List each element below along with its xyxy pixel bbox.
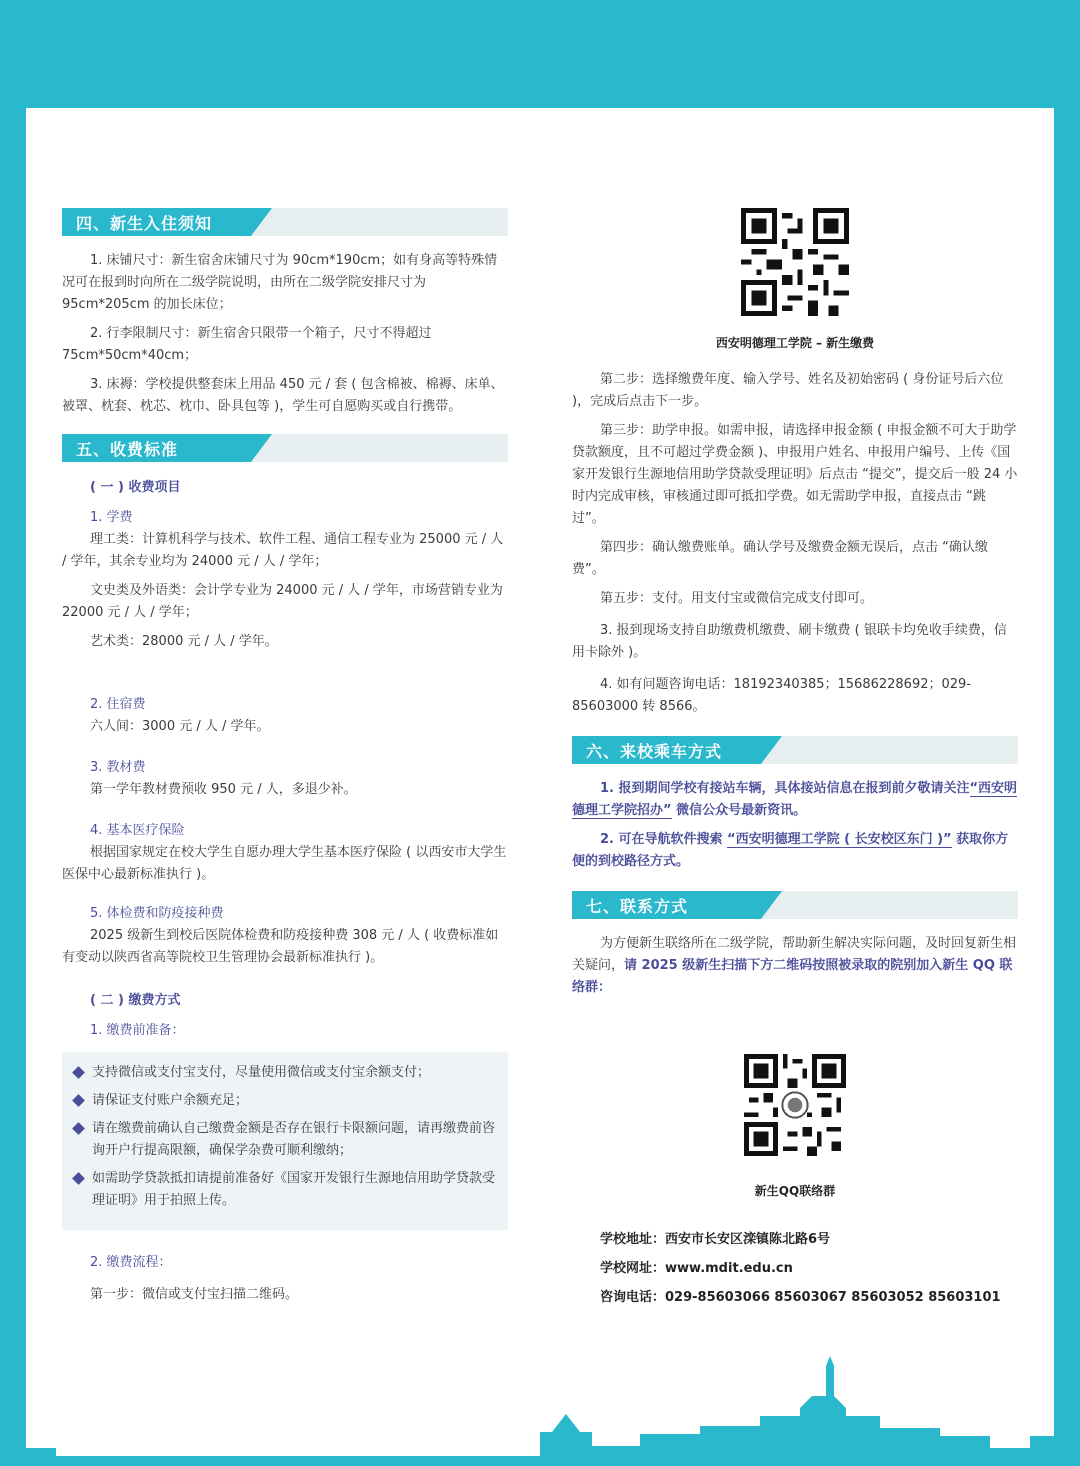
right-column [572, 208, 1018, 1316]
fee-dorm-body: 六人间：3000 元 / 人 / 学年。 [90, 719, 270, 734]
fee-tuition-science: 理工类：计算机科学与技术、软件工程、通信工程专业为 25000 元 / 人 / 学年，其余专业均为 24000 元 / 人 / 学年； [62, 532, 504, 569]
diamond-bullet-icon [72, 1172, 85, 1185]
subheading-fee-items: ( 一 ) 收费项目 [90, 480, 181, 495]
flow-heading: 2. 缴费流程： [90, 1255, 172, 1270]
section-header-6 [572, 736, 1018, 764]
qr-code-icon [741, 208, 849, 316]
subheading-payment-method: ( 二 ) 缴费方式 [90, 993, 181, 1008]
section-title: 六、来校乘车方式 [586, 742, 723, 761]
section-header-7 [572, 891, 1018, 919]
diamond-bullet-icon [72, 1094, 85, 1107]
fee-books-heading: 3. 教材费 [90, 760, 146, 775]
left-column [62, 208, 508, 1313]
hotline-text: 4. 如有问题咨询电话：18192340385；15686228692；029-85603000 转 8566。 [572, 677, 972, 714]
bed-size-text: 1. 床铺尺寸：新生宿舍床铺尺寸为 90cm*190cm；如有身高等特殊情况可在报到时向所在二级学院说明，由所在二级学院安排尺寸为 95cm*205cm 的加长床位； [62, 253, 498, 312]
fee-tuition-art: 艺术类：28000 元 / 人 / 学年。 [90, 634, 278, 649]
luggage-text: 2. 行李限制尺寸：新生宿舍只限带一个箱子，尺寸不得超过 75cm*50cm*40cm； [62, 326, 432, 363]
payment-qr-code[interactable] [741, 208, 849, 316]
school-phone: 咨询电话：029-85603066 85603067 85603052 85603101 [600, 1290, 1001, 1305]
step3-text: 第三步：助学申报。如需申报，请选择申报金额 ( 申报金额不可大于助学贷款额度，且不可超过学费金额 )、申报用户姓名、申报用户编号、上传《国家开发银行生源地信用助学贷款受理证明》后点击 “提交”，提交后一般 24 小时内完成审核，审核通过即可抵扣学费。如无需助学申报，直接点击 “跳过”。 [572, 423, 1018, 526]
contact-intro: 为方便新生联络所在二级学院，帮助新生解决实际问题，及时回复新生相关疑问，请 2025 级新生扫描下方二维码按照被录取的院别加入新生 QQ 联络群： [572, 936, 1017, 995]
wechat-account-link[interactable]: “西安明德理工学院招办” [572, 781, 1018, 818]
step5-text: 第五步：支付。用支付宝或微信完成支付即可。 [600, 591, 874, 606]
fee-tuition-heading: 1. 学费 [90, 510, 133, 525]
fee-insurance-heading: 4. 基本医疗保险 [90, 823, 185, 838]
fee-tuition-arts: 文史类及外语类：会计学专业为 24000 元 / 人 / 学年，市场营销专业为 22000 元 / 人 / 学年； [62, 583, 503, 620]
school-address: 学校地址：西安市长安区滦镇陈北路6号 [600, 1232, 831, 1247]
section-header-5 [62, 434, 508, 462]
step1-text: 第一步：微信或支付宝扫描二维码。 [90, 1287, 299, 1302]
payment-qr-caption: 西安明德理工学院 – 新生缴费 [715, 336, 875, 350]
prep-bullet-list [62, 1052, 508, 1230]
school-website[interactable]: 学校网址：www.mdit.edu.cn [600, 1261, 793, 1276]
step4-text: 第四步：确认缴费账单。确认学号及缴费金额无误后，点击 “确认缴费”。 [572, 540, 988, 577]
onsite-payment-text: 3. 报到现场支持自助缴费机缴费、刷卡缴费 ( 银联卡均免收手续费，信用卡除外 )。 [572, 623, 1007, 660]
list-item: 请在缴费前确认自己缴费金额是否存在银行卡限额问题，请再缴费前咨询开户行提高限额，确保学杂费可顺利缴纳； [72, 1118, 496, 1162]
prep-heading: 1. 缴费前准备： [90, 1023, 185, 1038]
navigation-search-link[interactable]: “西安明德理工学院 ( 长安校区东门 )” [727, 832, 952, 847]
diamond-bullet-icon [72, 1122, 85, 1135]
contact-info [572, 1229, 1018, 1309]
fee-books-body: 第一学年教材费预收 950 元 / 人，多退少补。 [90, 782, 357, 797]
transport-text-1: 1. 报到期间学校有接站车辆，具体接站信息在报到前夕敬请关注“西安明德理工学院招办” 微信公众号最新资讯。 [572, 781, 1018, 818]
qq-group-qr-caption: 新生QQ联络群 [754, 1184, 836, 1198]
fee-dorm-heading: 2. 住宿费 [90, 697, 146, 712]
diamond-bullet-icon [72, 1066, 85, 1079]
list-item: 如需助学贷款抵扣请提前准备好《国家开发银行生源地信用助学贷款受理证明》用于拍照上传。 [72, 1168, 496, 1212]
transport-text-2: 2. 可在导航软件搜索 “西安明德理工学院 ( 长安校区东门 )” 获取你方便的到校路径方式。 [572, 832, 1009, 869]
section-title: 五、收费标准 [76, 440, 179, 459]
list-item: 请保证支付账户余额充足； [72, 1090, 496, 1112]
bedding-text: 3. 床褥：学校提供整套床上用品 450 元 / 套 ( 包含棉被、棉褥、床单、被罩、枕套、枕芯、枕巾、卧具包等 )，学生可自愿购买或自行携带。 [62, 377, 504, 414]
section-header-4 [62, 208, 508, 236]
qq-group-qr-code[interactable] [744, 1054, 846, 1156]
qr-code-icon [744, 1054, 846, 1156]
step2-text: 第二步：选择缴费年度、输入学号、姓名及初始密码 ( 身份证号后六位 )，完成后点击下一步。 [572, 372, 1004, 409]
city-skyline-decoration [0, 1336, 1080, 1466]
fee-checkup-heading: 5. 体检费和防疫接种费 [90, 906, 224, 921]
list-item: 支持微信或支付宝支付，尽量使用微信或支付宝余额支付； [72, 1062, 496, 1084]
section-title: 七、联系方式 [586, 897, 689, 916]
fee-checkup-body: 2025 级新生到校后医院体检费和防疫接种费 308 元 / 人 ( 收费标准如有变动以陕西省高等院校卫生管理协会最新标准执行 )。 [62, 928, 499, 965]
section-title: 四、新生入住须知 [76, 214, 213, 233]
fee-insurance-body: 根据国家规定在校大学生自愿办理大学生基本医疗保险 ( 以西安市大学生医保中心最新标准执行 )。 [62, 845, 507, 882]
